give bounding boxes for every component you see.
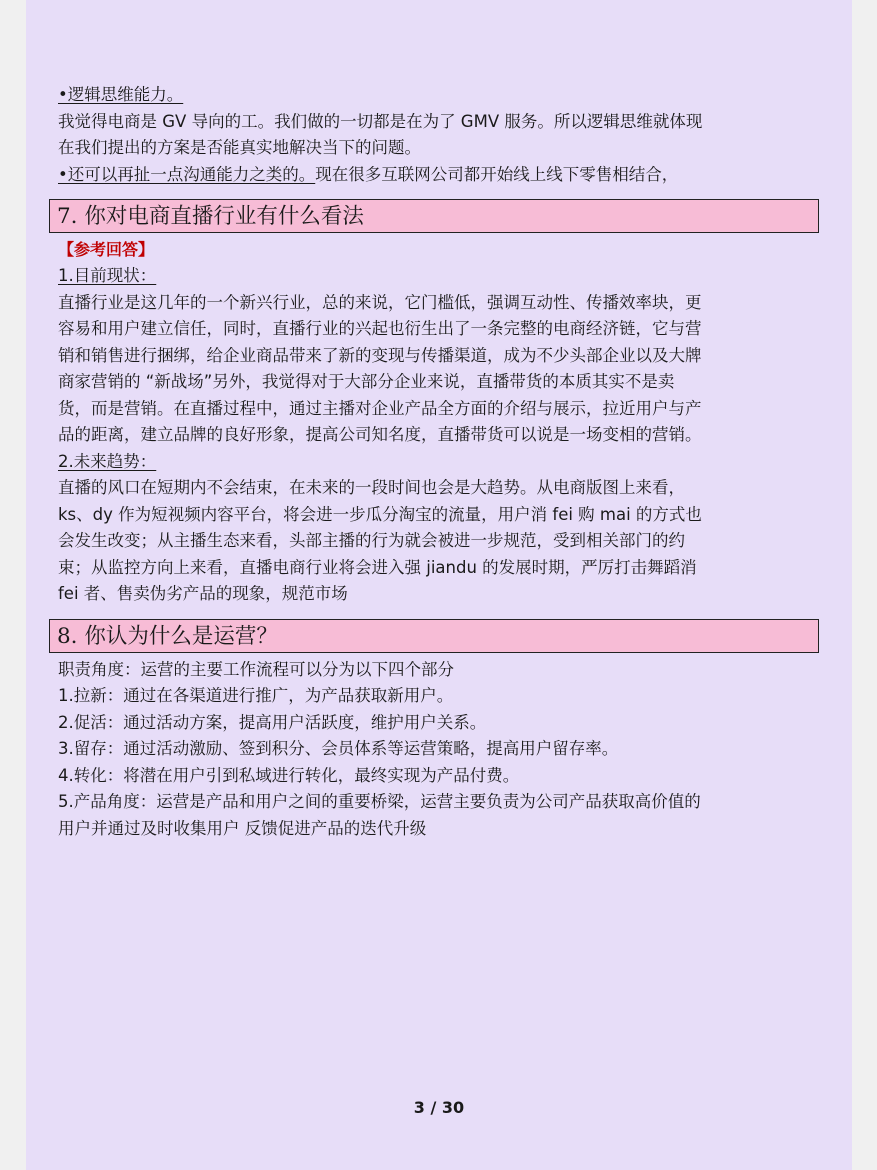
paragraph-line: 直播的风口在短期内不会结束，在未来的一段时间也会是大趋势。从电商版图上来看， bbox=[58, 478, 685, 497]
intro-line: 在我们提出的方案是否能真实地解决当下的问题。 bbox=[58, 138, 421, 157]
intro-text: 现在很多互联网公司都开始线上线下零售相结合， bbox=[315, 164, 679, 184]
paragraph-line: fei 者、售卖伪劣产品的现象，规范市场 bbox=[58, 584, 348, 603]
paragraph-line: 品的距离，建立品牌的良好形象，提高公司知名度，直播带货可以说是一场变相的营销。 bbox=[58, 425, 702, 444]
subheading-current-status: 1.目前现状： bbox=[58, 266, 157, 285]
paragraph-line: 会发生改变；从主播生态来看，头部主播的行为就会被进一步规范，受到相关部门的约 bbox=[58, 531, 685, 550]
intro-line: 我觉得电商是 GV 导向的工。我们做的一切都是在为了 GMV 服务。所以逻辑思维就体现 bbox=[58, 111, 703, 131]
paragraph-line: 商家营销的 “新战场”另外，我觉得对于大部分企业来说，直播带货的本质其实不是卖 bbox=[58, 372, 675, 391]
paragraph-line: 5.产品角度：运营是产品和用户之间的重要桥梁，运营主要负责为公司产品获取高价值的 bbox=[58, 792, 701, 811]
underlined-point: •逻辑思维能力。 bbox=[58, 85, 184, 104]
paragraph-line: ks、dy 作为短视频内容平台，将会进一步瓜分淘宝的流量，用户消 fei 购 mai 的方式也 bbox=[58, 504, 702, 524]
paragraph-line: 3.留存：通过活动激励、签到积分、会员体系等运营策略，提高用户留存率。 bbox=[58, 739, 619, 758]
paragraph-line: 4.转化：将潜在用户引到私域进行转化，最终实现为产品付费。 bbox=[58, 765, 520, 785]
paragraph-line: 销和销售进行捆绑，给企业商品带来了新的变现与传播渠道，成为不少头部企业以及大牌 bbox=[58, 345, 702, 365]
paragraph-line: 2.促活：通过活动方案，提高用户活跃度，维护用户关系。 bbox=[58, 712, 487, 732]
paragraph-line: 货，而是营销。在直播过程中，通过主播对企业产品全方面的介绍与展示，拉近用户与产 bbox=[58, 398, 702, 418]
section-7-heading: 7. 你对电商直播行业有什么看法 bbox=[49, 199, 819, 233]
paragraph-line: 束；从监控方向上来看，直播电商行业将会进入强 jiandu 的发展时期，严厉打击舞蹈消 bbox=[58, 557, 697, 577]
paragraph-line: 1.拉新：通过在各渠道进行推广，为产品获取新用户。 bbox=[58, 686, 454, 705]
reference-answer-label: 【参考回答】 bbox=[58, 240, 155, 259]
subheading-future-trend: 2.未来趋势： bbox=[58, 451, 157, 471]
section-8-heading: 8. 你认为什么是运营？ bbox=[49, 619, 819, 653]
subheading bbox=[58, 449, 818, 476]
paragraph-line: 用户并通过及时收集用户 反馈促进产品的迭代升级 bbox=[58, 818, 427, 838]
paragraph-line: 容易和用户建立信任，同时，直播行业的兴起也衍生出了一条完整的电商经济链，它与营 bbox=[58, 319, 702, 338]
paragraph-line: 直播行业是这几年的一个新兴行业，总的来说，它门槛低，强调互动性、传播效率块，更 bbox=[58, 292, 702, 312]
paragraph-line: 职责角度：运营的主要工作流程可以分为以下四个部分 bbox=[58, 659, 454, 679]
underlined-point: •还可以再扯一点沟通能力之类的。 bbox=[58, 164, 316, 184]
intro-line bbox=[58, 82, 818, 109]
document-page bbox=[26, 0, 852, 1170]
intro-line bbox=[58, 162, 818, 189]
page-content bbox=[58, 82, 818, 842]
page-number: 3 / 30 bbox=[413, 1098, 465, 1117]
subheading bbox=[58, 263, 818, 290]
